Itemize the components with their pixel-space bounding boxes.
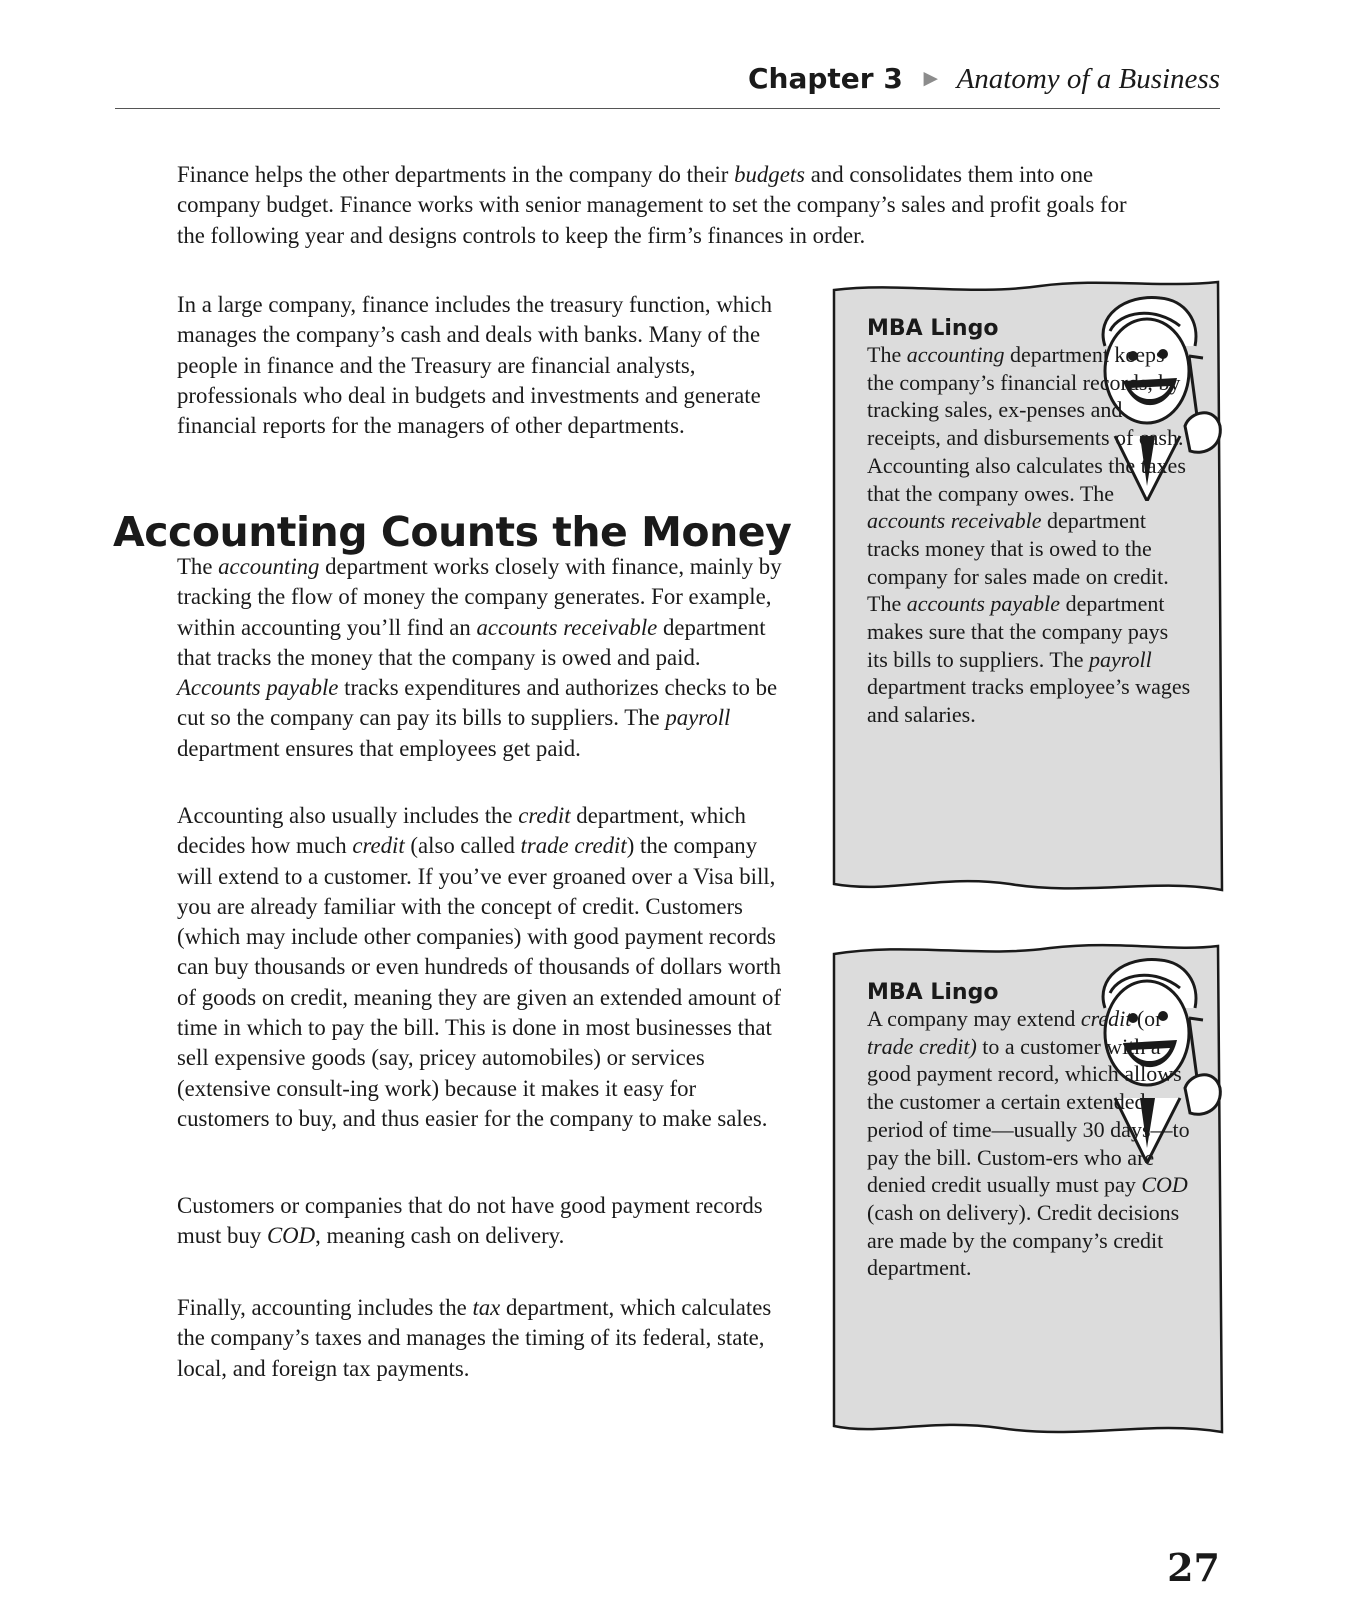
emphasis-run: budgets — [734, 162, 806, 187]
text-run: (or — [1131, 1006, 1163, 1031]
emphasis-run: payroll — [665, 705, 731, 731]
paragraph-finance-budgets — [177, 160, 1127, 251]
text-run: The — [177, 554, 219, 579]
running-head — [115, 62, 1220, 109]
emphasis-run: COD — [266, 1223, 316, 1249]
text-run: , meaning cash on delivery. — [315, 1223, 565, 1249]
text-run: department tracks employee’s wages and salaries. — [867, 674, 1191, 728]
emphasis-run: credit — [352, 833, 405, 859]
text-run: department makes sure that the company pays its bills to suppliers. The — [867, 591, 1169, 672]
text-run: tracks expenditures and authorizes checks to be cut so the company can pay its bills to suppliers. The — [177, 675, 778, 731]
text-run: and consolidates them into one company budget. Finance works with senior management to set the company’s sales and profit goals for the following year and designs controls to keep the firm’s finances in order. — [177, 162, 1127, 248]
text-run: The — [867, 342, 907, 367]
emphasis-run: payroll — [1089, 646, 1152, 672]
text-run: department tracks money that is owed to the company for sales made on credit. The — [867, 508, 1169, 617]
paragraph-treasury — [177, 290, 782, 441]
emphasis-run: accounts receivable — [476, 614, 658, 640]
text-run: department ensures that employees get paid. — [177, 735, 581, 761]
paragraph-cod — [177, 1191, 782, 1252]
right-triangle-arrow-icon: ► — [918, 66, 943, 92]
emphasis-run: accounting — [906, 342, 1005, 367]
text-run: department works closely with finance, mainly by tracking the flow of money the company generates. For example, within accounting you’ll find an — [177, 554, 782, 640]
emphasis-run: accounts payable — [906, 591, 1061, 617]
sidebar-title: MBA Lingo — [867, 980, 999, 1005]
page-number: 27 — [1167, 1545, 1220, 1590]
emphasis-run: COD — [1141, 1172, 1188, 1198]
emphasis-run: credit — [518, 803, 571, 828]
emphasis-run: credit — [1080, 1006, 1132, 1031]
paragraph-accounting — [177, 552, 782, 764]
emphasis-run: trade credit — [520, 833, 627, 859]
text-run: (also called — [404, 833, 521, 859]
text-run: In a large company, finance includes the treasury function, which manages the company’s cash and deals with banks. Many of the people in finance and the Treasury are financial analysts, professionals who deal in budgets and investments and generate financial reports for the managers of other departments. — [177, 292, 773, 439]
emphasis-run: tax — [472, 1295, 501, 1320]
paragraph-credit — [177, 801, 782, 1134]
emphasis-run: accounting — [218, 554, 320, 579]
emphasis-run: accounts receivable — [867, 508, 1042, 534]
text-run: ) the company will extend to a customer. If you’ve ever groaned over a Visa bill, you are already familiar with the concept of credit. Customers (which may include other companies) with good payment records can buy thousands or even hundreds of thousands of dollars worth of goods on credit, meaning they are given an extended amount of time in which to pay the bill. This is done in most businesses that sell expensive goods (say, pricey automobiles) or services (extensive consult-ing work) because it makes it easy for customers to buy, and thus easier for the company to make sales. — [177, 833, 782, 1131]
emphasis-run: trade credit) — [867, 1033, 977, 1059]
sidebar-text — [867, 341, 1192, 729]
chapter-title: Anatomy of a Business — [956, 63, 1220, 95]
sidebar-text — [867, 1005, 1192, 1282]
text-run: Accounting also usually includes the — [177, 803, 519, 828]
paragraph-tax — [177, 1293, 782, 1384]
chapter-label: Chapter 3 — [747, 62, 903, 95]
emphasis-run: Accounts payable — [177, 675, 339, 701]
text-run: A company may extend — [867, 1006, 1081, 1031]
text-run: (cash on delivery). Credit decisions are made by the company’s credit department. — [867, 1199, 1180, 1281]
text-run: department, which calculates the company’s taxes and manages the timing of its federal, state, local, and foreign tax payments. — [177, 1295, 772, 1381]
text-run: Finance helps the other departments in the company do their — [177, 162, 735, 187]
text-run: to a customer with a good payment record, which allows the customer a certain extended period of time—usually 30 days—to pay the bill. Custom-ers who are denied credit usually must pay — [867, 1033, 1190, 1198]
text-run: Finally, accounting includes the — [177, 1295, 473, 1320]
sidebar-mba-lingo-credit — [830, 940, 1225, 1445]
section-heading: Accounting Counts the Money — [113, 508, 792, 556]
sidebar-title: MBA Lingo — [867, 316, 999, 341]
text-run: Customers or companies that do not have good payment records must buy — [177, 1193, 763, 1249]
text-run: department keeps the company’s financial records, by tracking sales, ex-penses and receipts, and disbursements of cash. Accounting also calculates the taxes that the company owes. The — [867, 342, 1186, 506]
text-run: department, which decides how much — [177, 803, 746, 859]
sidebar-mba-lingo-accounting — [830, 278, 1225, 903]
text-run: department that tracks the money that the company is owed and paid. — [177, 614, 766, 670]
